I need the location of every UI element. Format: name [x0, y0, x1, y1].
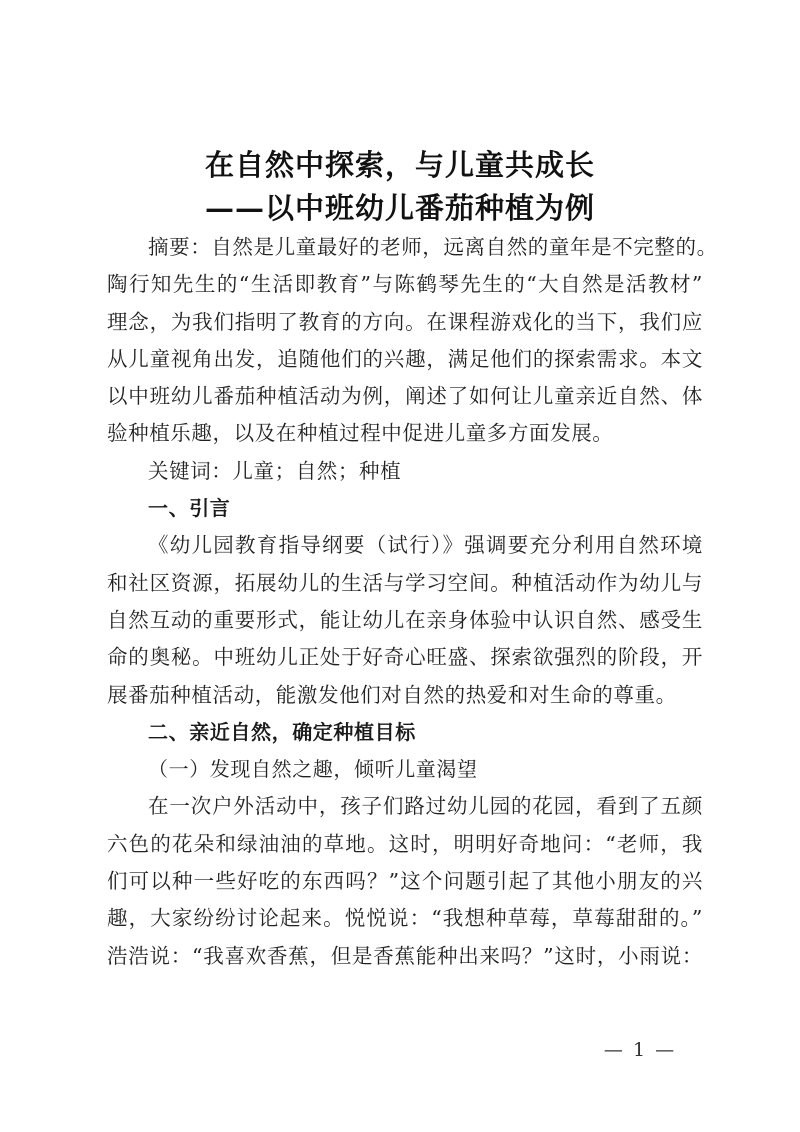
paragraph-line: 浩浩说：“我喜欢香蕉，但是香蕉能种出来吗？”这时，小雨说：	[107, 943, 703, 968]
abstract-line: 理念，为我们指明了教育的方向。在课程游戏化的当下，我们应	[107, 309, 703, 334]
abstract-line: 验种植乐趣，以及在种植过程中促进儿童多方面发展。	[107, 421, 614, 446]
paragraph-line: 在一次户外活动中，孩子们路过幼儿园的花园，看到了五颜	[148, 794, 703, 819]
paragraph-line: 趣，大家纷纷讨论起来。悦悦说：“我想种草莓，草莓甜甜的。”	[107, 906, 703, 931]
section-heading-introduction: 一、引言	[148, 496, 231, 521]
page-number: — 1 —	[603, 1039, 677, 1061]
subsection-heading: （一）发现自然之趣，倾听儿童渴望	[148, 757, 478, 782]
abstract-line: 以中班幼儿番茄种植活动为例，阐述了如何让儿童亲近自然、体	[107, 384, 703, 409]
section-heading-goals: 二、亲近自然，确定种植目标	[148, 719, 416, 744]
paragraph-line: 命的奥秘。中班幼儿正处于好奇心旺盛、探索欲强烈的阶段，开	[107, 645, 703, 670]
keywords: 关键词：儿童；自然；种植	[148, 458, 402, 483]
document-body	[107, 229, 718, 975]
paragraph-line: 《幼儿园教育指导纲要（试行）》强调要充分利用自然环境	[148, 533, 703, 558]
paragraph-line: 六色的花朵和绿油油的草地。这时，明明好奇地问：“老师，我	[107, 831, 703, 856]
paragraph-line: 展番茄种植活动，能激发他们对自然的热爱和对生命的尊重。	[107, 682, 677, 707]
abstract-line: 从儿童视角出发，追随他们的兴趣，满足他们的探索需求。本文	[107, 346, 703, 371]
document-subtitle: ——以中班幼儿番茄种植为例	[204, 191, 595, 225]
paragraph-line: 和社区资源，拓展幼儿的生活与学习空间。种植活动作为幼儿与	[107, 570, 703, 595]
paragraph-line: 自然互动的重要形式，能让幼儿在亲身体验中认识自然、感受生	[107, 607, 703, 632]
paragraph-line: 们可以种一些好吃的东西吗？”这个问题引起了其他小朋友的兴	[107, 869, 703, 894]
abstract-line: 摘要：自然是儿童最好的老师，远离自然的童年是不完整的。	[148, 235, 718, 259]
abstract-line: 陶行知先生的“生活即教育”与陈鹤琴先生的“大自然是活教材”	[107, 272, 703, 297]
document-title: 在自然中探索，与儿童共成长	[204, 148, 595, 182]
